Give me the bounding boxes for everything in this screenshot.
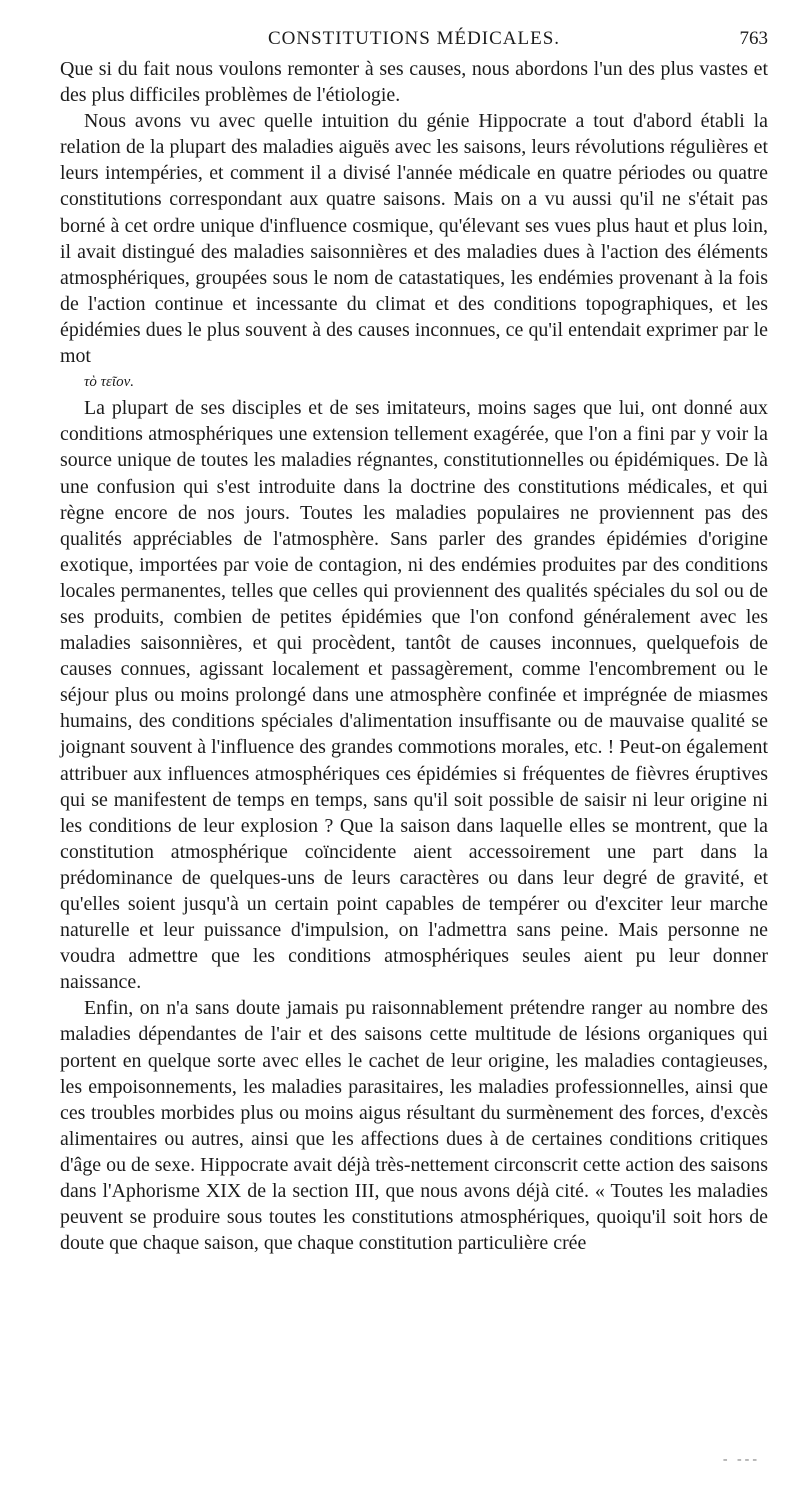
corner-mark: - --- (722, 1452, 760, 1467)
greek-word: τὸ τεῖον. (84, 374, 134, 391)
body-text (60, 56, 768, 1256)
paragraph-2 (60, 108, 768, 395)
paragraph-2-text: Nous avons vu avec quelle intuition du génie Hippocrate a tout d'abord établi la relation de la plupart des maladies aiguës avec les saisons, leurs révolutions régulières et leurs intempéries, et comment il a divisé l'année médicale en quatre périodes ou quatre constitutions correspondant aux quatre saisons. Mais on a vu aussi qu'il ne s'était pas borné à cet ordre unique d'influence cosmique, qu'élevant ses vues plus haut et plus loin, il avait distingué des maladies saisonnières et des maladies dues à l'action des éléments atmosphériques, groupées sous le nom de catastatiques, les endémies provenant à la fois de l'action continue et incessante du climat et des conditions topographiques, et les épidémies dues le plus souvent à des causes inconnues, ce qu'il entendait exprimer par le mot (60, 110, 768, 368)
paragraph-4: Enfin, on n'a sans doute jamais pu raisonnablement prétendre ranger au nombre des maladies dépendantes de l'air et des saisons cette multitude de lésions organiques qui portent en quelque sorte avec elles le cachet de leur origine, les maladies contagieuses, les empoisonnements, les maladies parasitaires, les maladies professionnelles, ainsi que ces troubles morbides plus ou moins aigus résultant du surmènement des forces, d'excès alimentaires ou autres, ainsi que les affections dues à de certaines conditions critiques d'âge ou de sexe. Hippocrate avait déjà très-nettement circonscrit cette action des saisons dans l'Aphorisme XIX de la section III, que nous avons déjà cité. « Toutes les maladies peuvent se produire sous toutes les constitutions atmosphériques, quoiqu'il soit hors de doute que chaque saison, que chaque constitution particulière crée (60, 997, 768, 1255)
running-header (60, 28, 768, 56)
paragraph-3: La plupart de ses disciples et de ses imitateurs, moins sages que lui, ont donné aux conditions atmosphériques une extension tellement exagérée, que l'on a fini par y voir la source unique de toutes les maladies régnantes, constitutionnelles ou épidémiques. De là une confusion qui s'est introduite dans la doctrine des constitutions médicales, et qui règne encore de nos jours. Toutes les maladies populaires ne proviennent pas des qualités appréciables de l'atmosphère. Sans parler des grandes épidémies d'origine exotique, importées par voie de contagion, ni des endémies produites par des conditions locales permanentes, telles que celles qui proviennent des qualités spéciales du sol ou de ses produits, combien de petites épidémies que l'on confond généralement avec les maladies saisonnières, et qui procèdent, tantôt de causes inconnues, quelquefois de causes connues, agissant localement et passagèrement, comme l'encombrement ou le séjour plus ou moins prolongé dans une atmosphère confinée et imprégnée de miasmes humains, des conditions spéciales d'alimentation insuffisante ou de mauvaise qualité se joignant souvent à l'influence des grandes commotions morales, etc. ! Peut-on également attribuer aux influences atmosphériques ces épidémies si fréquentes de fièvres éruptives qui se manifestent de temps en temps, sans qu'il soit possible de saisir ni leur origine ni les conditions de leur explosion ? Que la saison dans laquelle elles se montrent, que la constitution atmosphérique coïncidente aient accessoirement une part dans la prédominance de quelques-uns de leurs caractères ou dans leur degré de gravité, et qu'elles soient jusqu'à un certain point capables de tempérer ou d'exciter leur marche naturelle et leur puissance d'impulsion, on l'admettra sans peine. Mais personne ne voudra admettre que les conditions atmosphériques seules aient pu leur donner naissance. (60, 397, 768, 994)
running-title: CONSTITUTIONS MÉDICALES. (267, 28, 561, 49)
page-number: 763 (739, 28, 768, 49)
paragraph-1: Que si du fait nous voulons remonter à ses causes, nous abordons l'un des plus vastes et des plus difficiles problèmes de l'étiologie. (60, 58, 768, 107)
